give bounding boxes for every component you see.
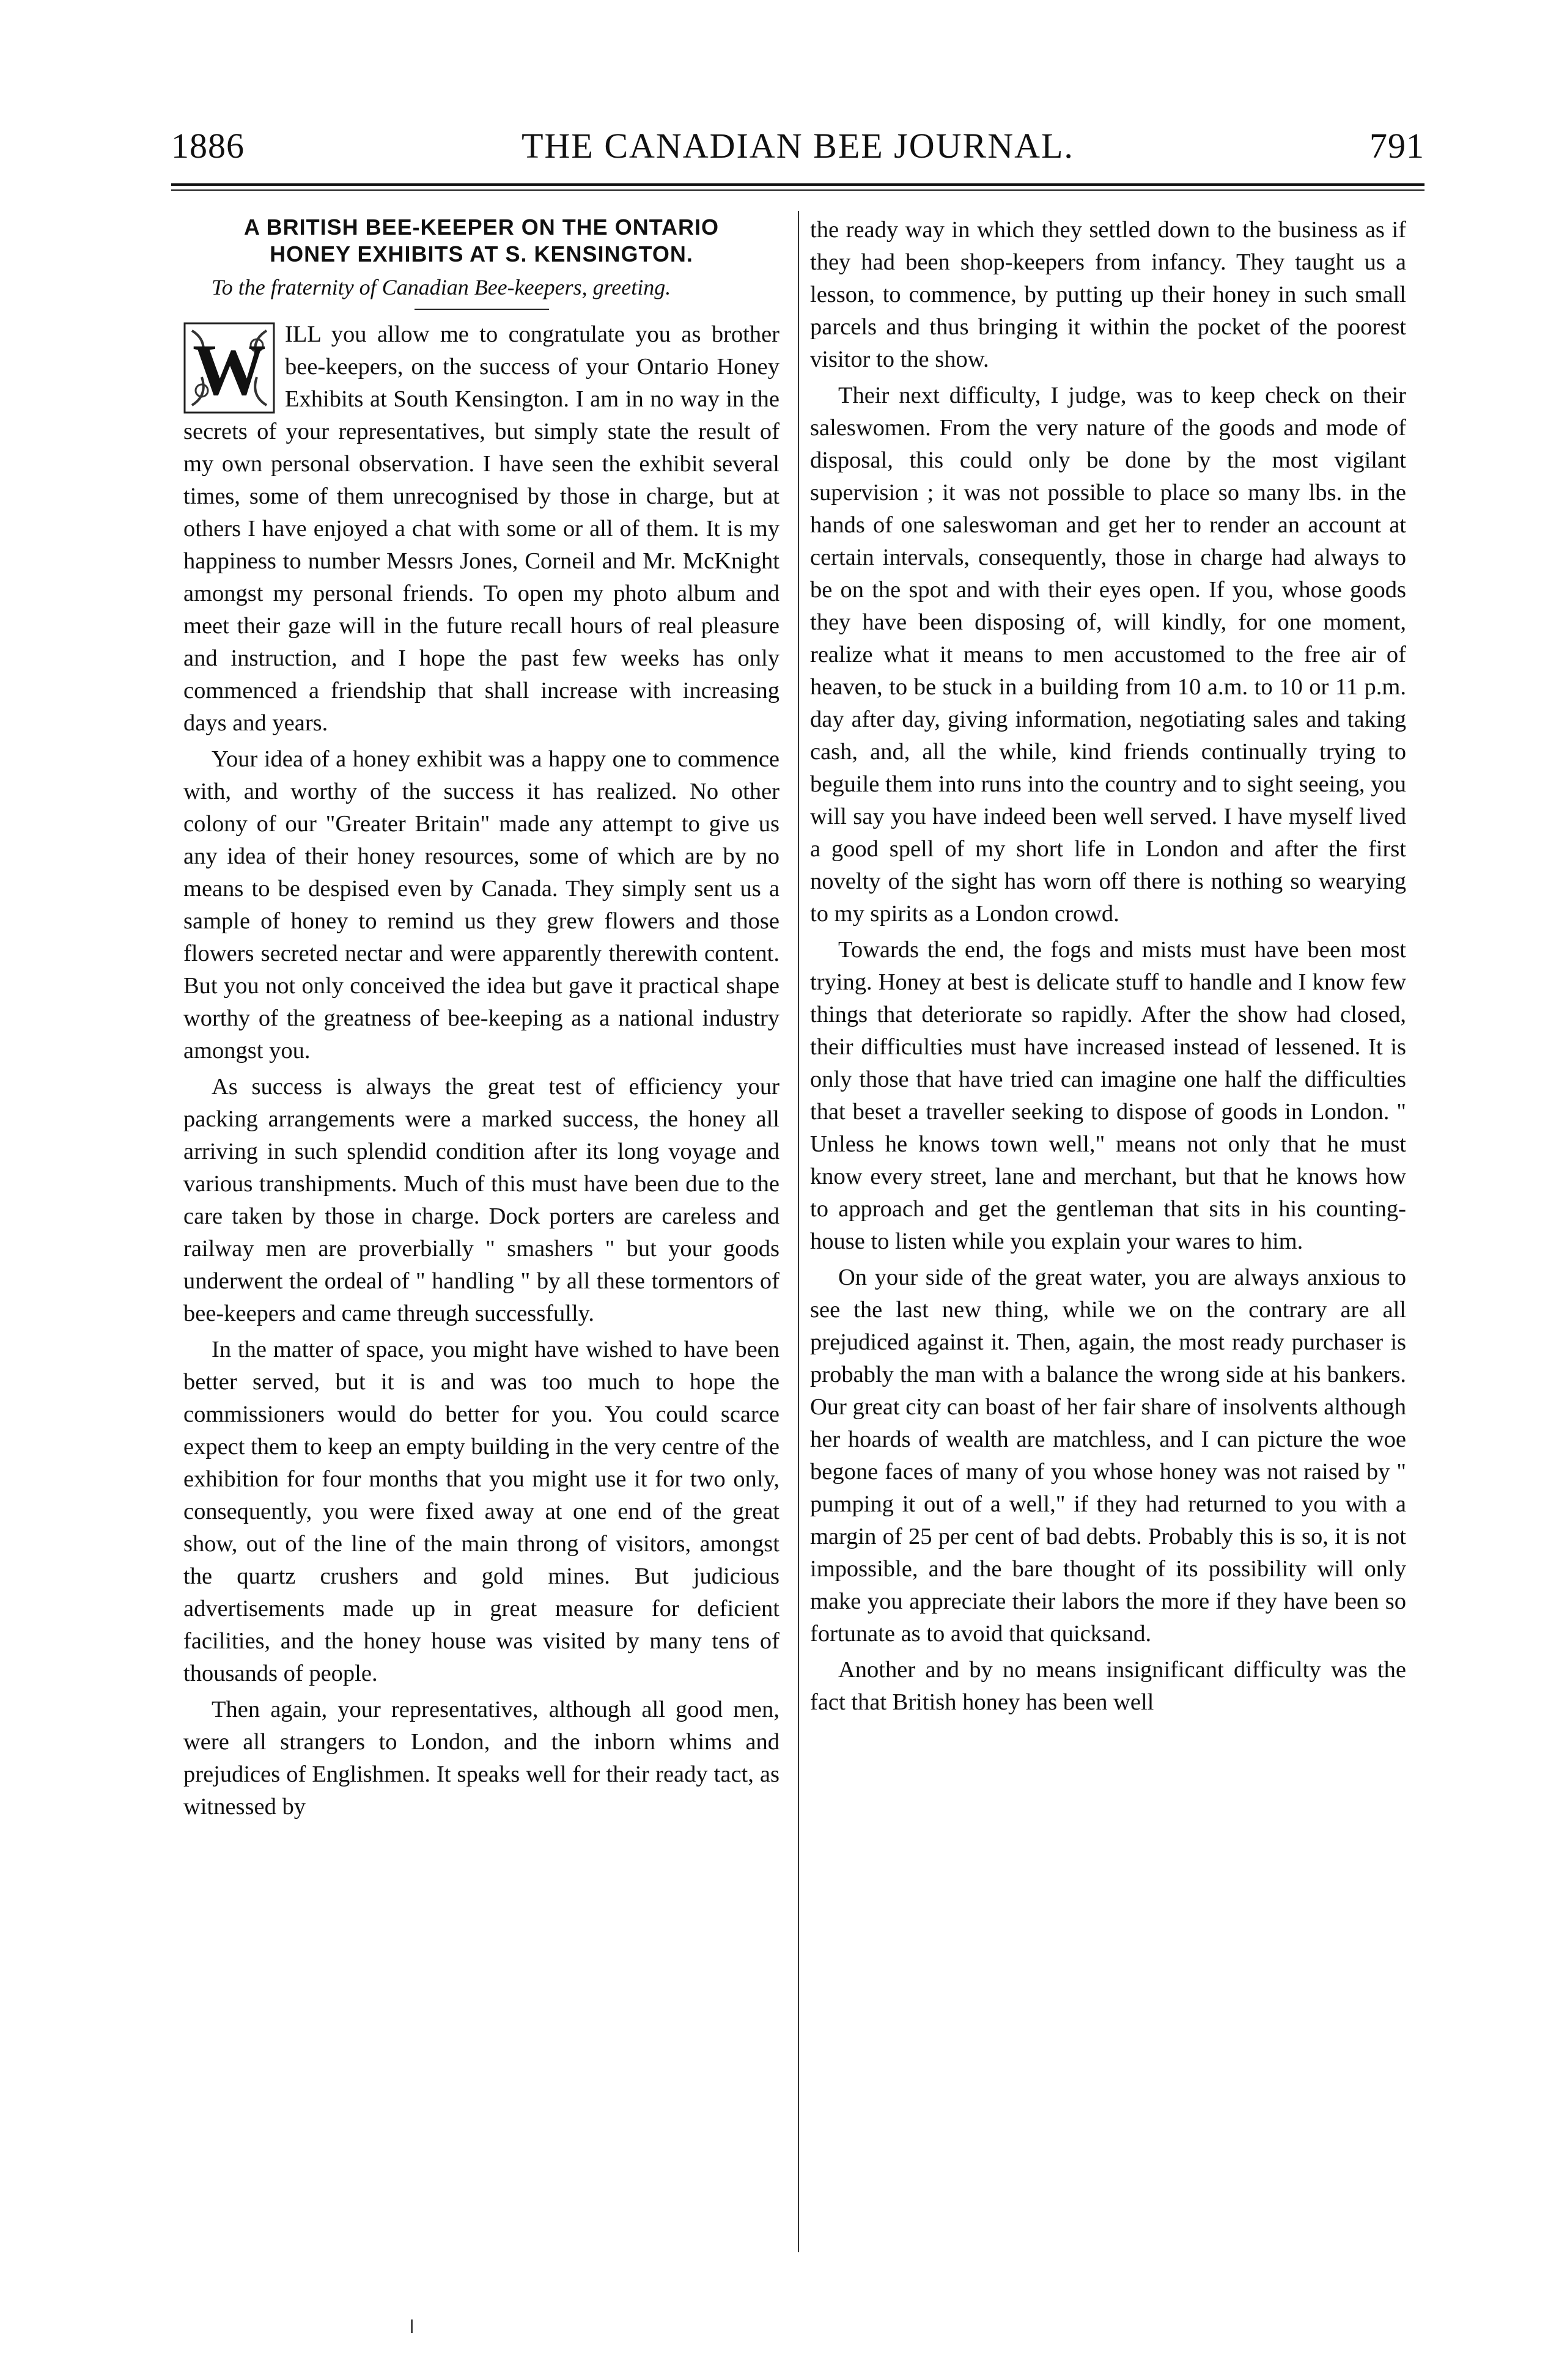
- paragraph: Then again, your representatives, although all good men, were all strangers to London, and the inborn whims and prejudices of Englishmen. It speaks well for their ready tact, as witnessed by: [183, 1697, 780, 1820]
- salutation: To the fraternity of Canadian Bee-keepers, greeting.: [212, 275, 671, 299]
- column-divider: [798, 211, 799, 2252]
- header-rule-thin: [171, 189, 1424, 191]
- paragraph: Their next difficulty, I judge, was to keep check on their saleswomen. From the very nature of the goods and mode of disposal, this could only be done by the most vigilant supervision ; it was not possible to place so many lbs. in the hands of one saleswoman and get her to render an account at certain intervals, consequently, those in charge had always to be on the spot and with their eyes open. If you, whose goods they have been disposing of, will kindly, for one moment, realize what it means to men accustomed to the free air of heaven, to be stuck in a building from 10 a.m. to 10 or 11 p.m. day after day, giving information, negotiating sales and taking cash, and, all the while, kind friends continually trying to beguile them into runs into the country and to sight seeing, you will say you have indeed been well served. I have myself lived a good spell of my short life in London and after the first novelty of the sight has worn off there is nothing so wearying to my spirits as a London crowd.: [810, 383, 1406, 927]
- paragraph: Another and by no means insignificant difficulty was the fact that British honey has been well: [810, 1657, 1406, 1715]
- paragraph: [183, 318, 780, 740]
- drop-cap-initial: [183, 322, 275, 414]
- article-headline: [183, 214, 780, 268]
- paragraph: In the matter of space, you might have wished to have been better served, but it is and was too much to hope the commissioners would do better for you. You could scarce expect them to keep an empty building in the very centre of the exhibition for four months that you might use it for two only, consequently, you were fixed away at one end of the great show, out of the line of the main throng of visitors, amongst the quartz crushers and gold mines. But judicious advertisements made up in great measure for deficient facilities, and the honey house was visited by many tens of thousands of people.: [183, 1337, 780, 1686]
- paragraph: On your side of the great water, you are always anxious to see the last new thing, while we on the contrary are all prejudiced against it. Then, again, the most ready purchaser is probably the man with a balance the wrong side at his bankers. Our great city can boast of her fair share of insolvents although her hoards of wealth are matchless, and I can picture the woe begone faces of many of you whose honey was not raised by " pumping it out of a well," if they had returned to you with a margin of 25 per cent of bad debts. Probably this is so, it is not impossible, and the bare thought of its possibility will only make you appreciate their labors the more if they have been so fortunate as to avoid that quicksand.: [810, 1265, 1406, 1647]
- paragraph: the ready way in which they settled down to the business as if they had been shop-keepers from infancy. They taught us a lesson, to commence, by putting up their honey in such small parcels and thus bringing it within the pocket of the poorest visitor to the show.: [810, 217, 1406, 372]
- drop-cap-letter: W: [193, 329, 266, 410]
- salutation-rule: [415, 309, 549, 310]
- headline-line-2: HONEY EXHIBITS AT S. KENSINGTON.: [270, 241, 693, 266]
- paragraph: As success is always the great test of efficiency your packing arrangements were a marked success, the honey all arriving in such splendid condition after its long voyage and various transhipments. Much of this must have been due to the care taken by those in charge. Dock porters are careless and railway men are proverbially " smashers " but your goods underwent the ordeal of " handling " by all these tormentors of bee-keepers and came threugh successfully.: [183, 1074, 780, 1326]
- right-column: [810, 214, 1406, 1722]
- left-column: [183, 214, 780, 1827]
- page-number: 791: [1369, 126, 1424, 166]
- paragraph-text: ILL you allow me to congratulate you as brother bee-keepers, on the success of your Ontario Honey Exhibits at South Kensington. I am in no way in the secrets of your representatives, but simply state the result of my own personal observation. I have seen the exhibit several times, some of them unrecognised by those in charge, but at others I have enjoyed a chat with some or all of them. It is my happiness to number Messrs Jones, Corneil and Mr. McKnight amongst my personal friends. To open my photo album and meet their gaze will in the future recall hours of real pleasure and instruction, and I hope the past few weeks has only commenced a friendship that shall increase with increasing days and years.: [183, 321, 780, 736]
- paragraph: Towards the end, the fogs and mists must have been most trying. Honey at best is delicate stuff to handle and I know few things that deteriorate so rapidly. After the show had closed, their difficulties must have increased instead of lessened. It is only those that have tried can imagine one half the difficulties that beset a traveller seeking to dispose of goods in London. " Unless he knows town well," means not only that he must know every street, lane and merchant, but that he knows how to approach and get the gentleman that sits in his counting-house to listen while you explain your wares to him.: [810, 937, 1406, 1254]
- running-header: [171, 125, 1424, 180]
- print-mark: [411, 2319, 413, 2333]
- header-rule-thick: [171, 183, 1424, 186]
- journal-title: THE CANADIAN BEE JOURNAL.: [522, 126, 1074, 166]
- header-year: 1886: [171, 126, 245, 166]
- paragraph: Your idea of a honey exhibit was a happy one to commence with, and worthy of the success it has realized. No other colony of our "Greater Britain" made any attempt to give us any idea of their honey resources, some of which are by no means to be despised even by Canada. They simply sent us a sample of honey to remind us they grew flowers and those flowers secreted nectar and were apparently therewith content. But you not only conceived the idea but gave it practical shape worthy of the greatness of bee-keeping as a national industry amongst you.: [183, 746, 780, 1063]
- headline-line-1: A BRITISH BEE-KEEPER ON THE ONTARIO: [243, 215, 720, 240]
